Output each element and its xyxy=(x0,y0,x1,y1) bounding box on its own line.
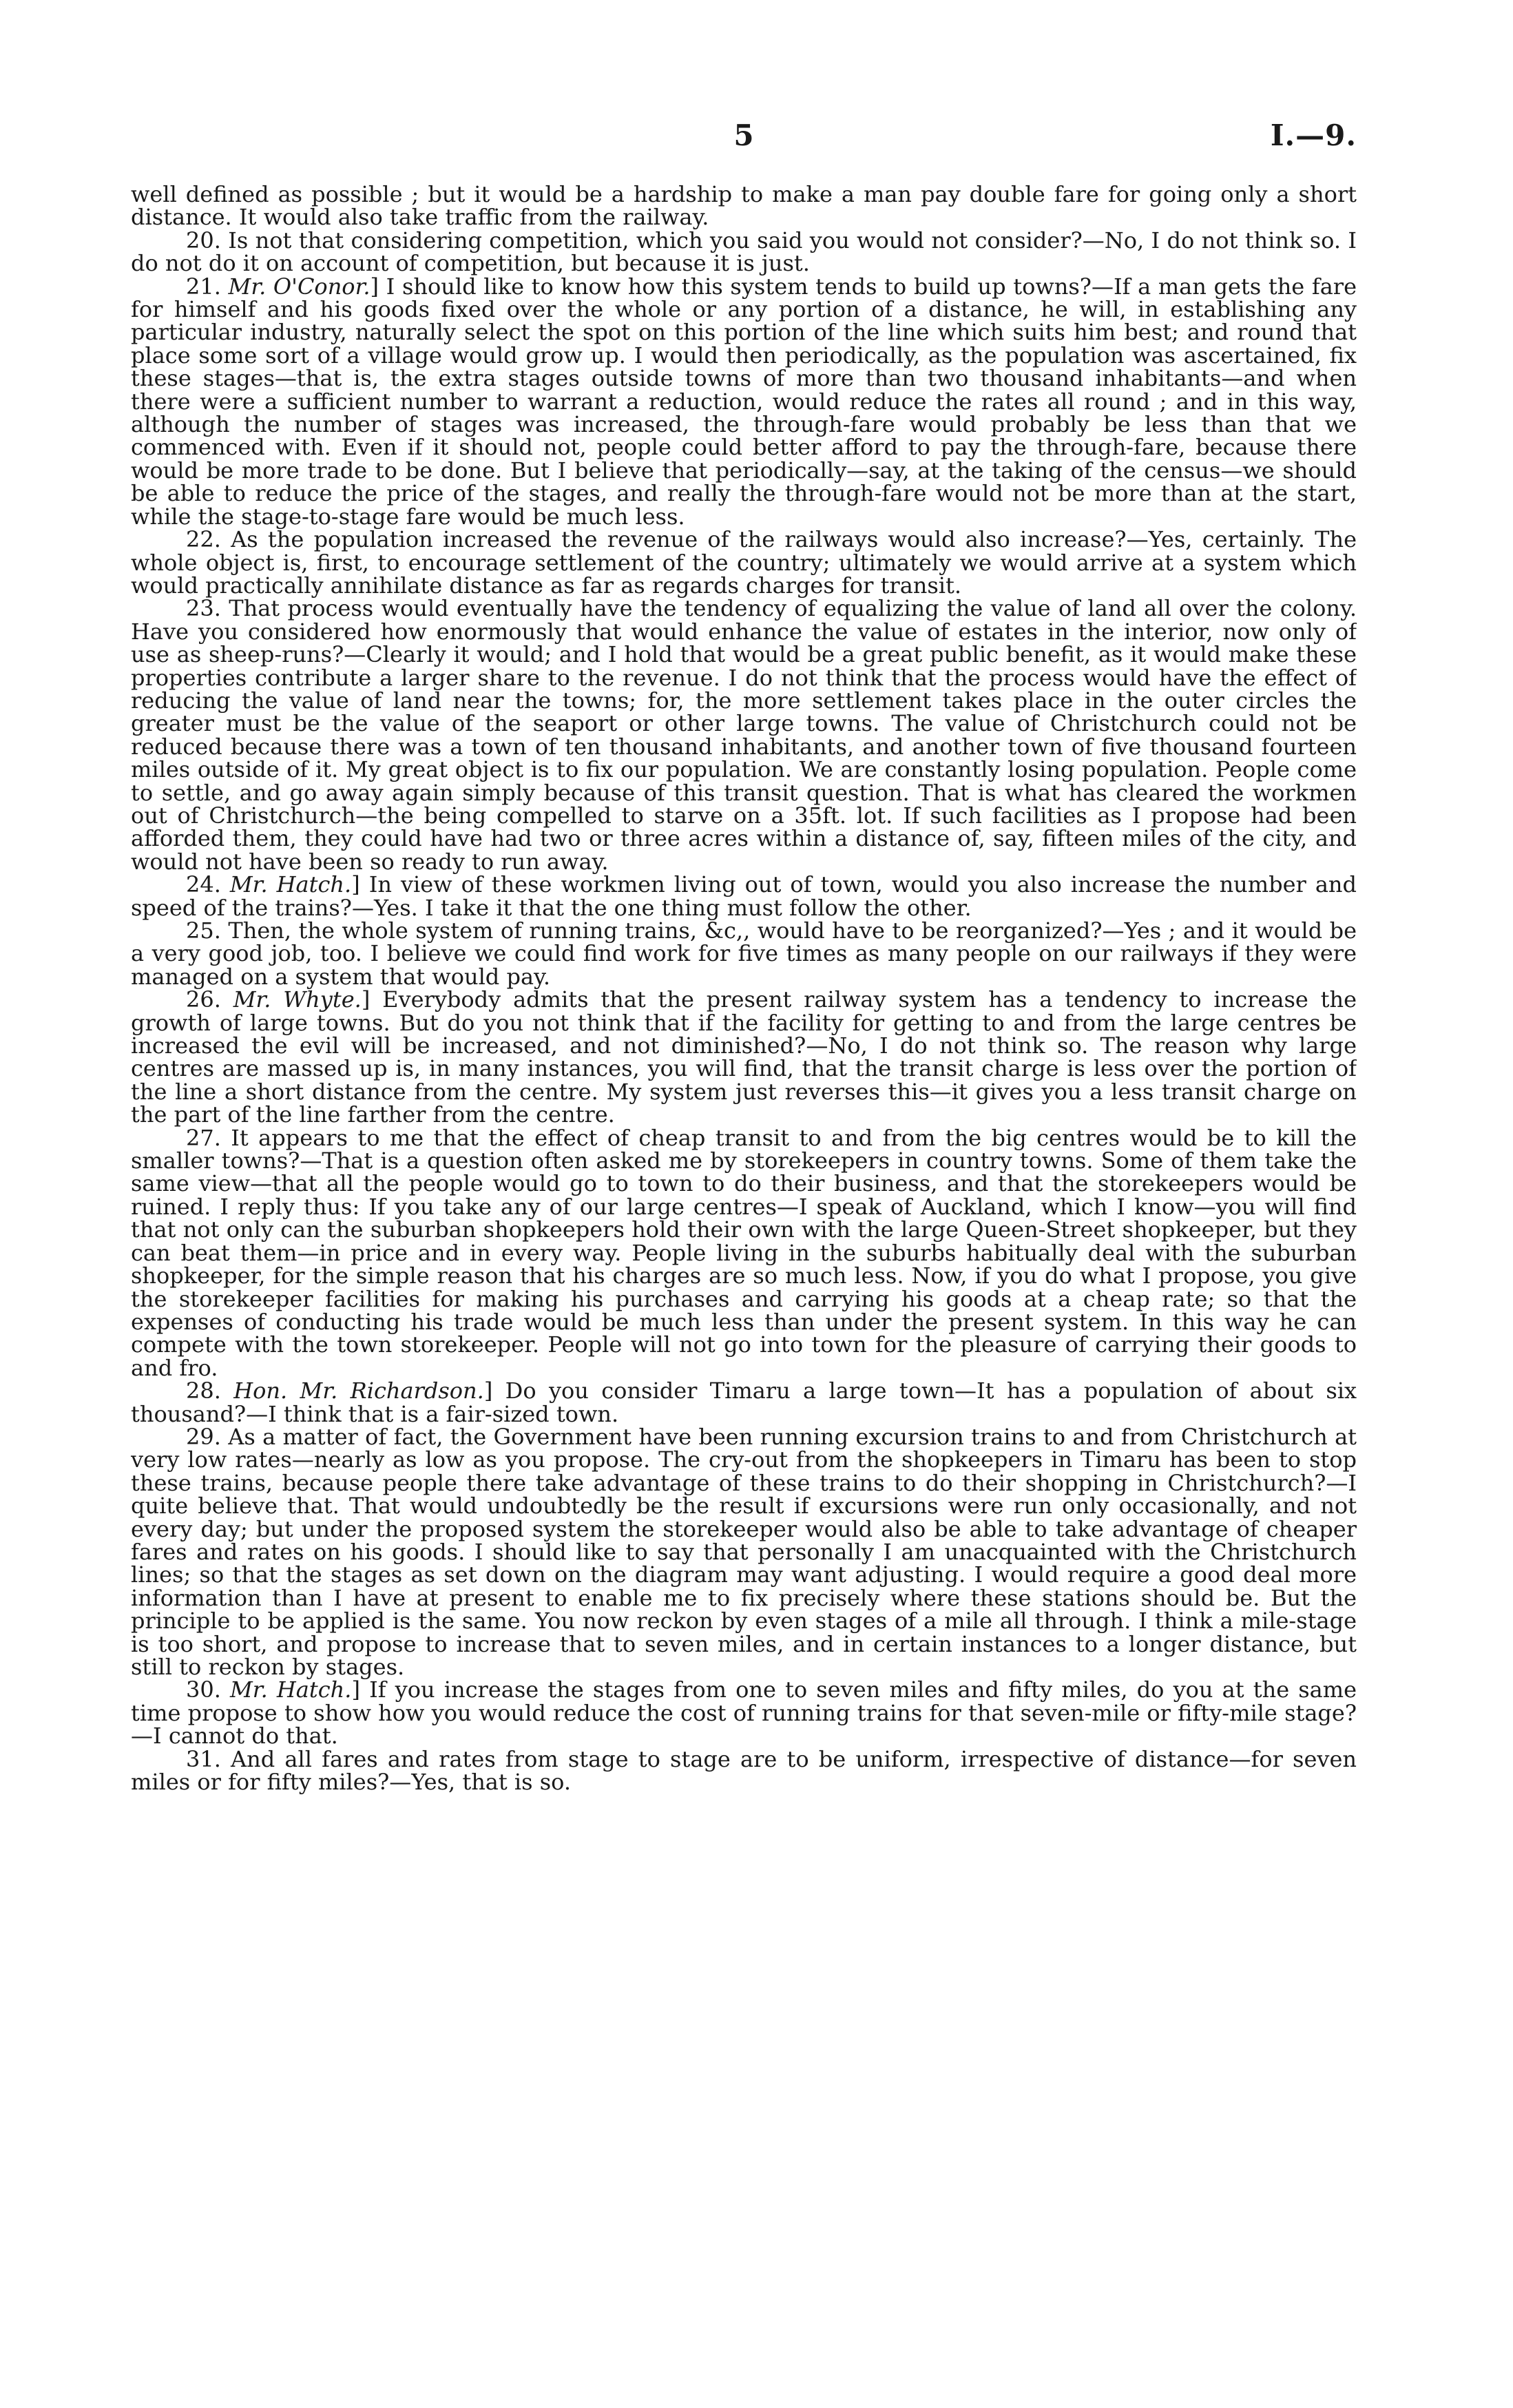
page-number: 5 xyxy=(733,118,754,152)
question-24: 24. Mr. Hatch.] In view of these workmen living out of town, would you also increase the number and speed of the trains?—Yes. I take it that the one thing must follow the other. xyxy=(131,871,1357,921)
question-number: 21. xyxy=(186,273,221,300)
document-reference: I.—9. xyxy=(1270,118,1357,152)
question-number: 24. xyxy=(186,871,221,898)
paragraph-text: It appears to me that the effect of cheap transit to and from the big centres would be to kill the smaller towns?—That is a question often asked me by storekeepers in country towns. Some of them take the same view—that all the people would go to town to do their business, and that the storekeepers would be ruined. I reply thus: If you take any of our large centres—I speak of Auckland, which I know—you will find that not only can the suburban shopkeepers hold their own with the large Queen-Street shopkeeper, but they can beat them—in price and in every way. People living in the suburbs habitually deal with the suburban shopkeeper, for the simple reason that his charges are so much less. Now, if you do what I propose, you give the storekeeper facilities for making his purchases and carrying his goods at a cheap rate; so that the expenses of conducting his trade would be much less than under the present system. In this way he can compete with the town storekeeper. People will not go into town for the pleasure of carrying their goods to and fro. xyxy=(131,1124,1357,1381)
question-30: 30. Mr. Hatch.] If you increase the stages from one to seven miles and fifty miles, do you at the same time propose to show how you would reduce the cost of running trains for that seven-mile or fifty-mile stage?—I cannot do that. xyxy=(131,1677,1357,1750)
question-number: 29. xyxy=(186,1423,221,1450)
question-number: 22. xyxy=(186,526,221,553)
question-27 xyxy=(131,1124,1357,1381)
paragraph-text: In view of these workmen living out of town, would you also increase the number and speed of the trains?—Yes. I take it that the one thing must follow the other. xyxy=(131,871,1357,921)
paragraph-text: Is not that considering competition, which you said you would not consider?—No, I do not think so. I do not do it on account of competition, but because it is just. xyxy=(131,227,1357,277)
question-31 xyxy=(131,1745,1357,1796)
speaker-name: Mr. Whyte. xyxy=(233,986,362,1013)
question-22 xyxy=(131,528,1357,597)
speaker-name: Hon. Mr. Richardson. xyxy=(233,1378,484,1404)
paragraph-text: That process would eventually have the tendency of equalizing the value of land all over the colony. Have you considered how enormously that would enhance the value of estates in the interior, now only of use as sheep-runs?—Clearly it would; and I hold that would be a great public benefit, as it would make these properties contribute a larger share to the revenue. I do not think that the process would have the effect of reducing the value of land near the towns; for, the more settlement takes place in the outer circles the greater must be the value of the seaport or other large towns. The value of Christchurch could not be reduced because there was a town of ten thousand inhabitants, and another town of five thousand fourteen miles outside of it. My great object is to fix our population. We are constantly losing population. People come to settle, and go away again simply because of this transit question. That is what has cleared the workmen out of Christchurch—the being compelled to starve on a 35ft. lot. If such facilities as I propose had been afforded them, they could have had two or three acres within a distance of, say, fifteen miles of the city, and would not have been so ready to run away. xyxy=(131,595,1357,875)
document-page xyxy=(131,118,1357,2371)
question-20 xyxy=(131,229,1357,276)
question-25 xyxy=(131,917,1357,990)
page-header xyxy=(131,118,1357,167)
paragraph-text: Everybody admits that the present railway system has a tendency to increase the growth of large towns. But do you not think that if the facility for getting to and from the large centres be increased the evil will be increased, and not diminished?—No, I do not think so. The reason why large centres are massed up is, in many instances, you will find, that the transit charge is less over the portion of the line a short distance from the centre. My system just reverses this—it gives you a less transit charge on the part of the line farther from the centre. xyxy=(131,986,1357,1128)
question-number: 23. xyxy=(186,595,221,622)
question-number: 31. xyxy=(186,1745,221,1772)
question-number: 26. xyxy=(186,986,221,1013)
question-23 xyxy=(131,597,1357,873)
question-21: 21. Mr. O'Conor.] I should like to know how this system tends to build up towns?—If a man gets the fare for himself and his goods fixed over the whole or any portion of a distance, he will, in establishing any particular industry, naturally select the spot on this portion of the line which suits him best; and round that place some sort of a village would grow up. I would then periodically, as the population was ascertained, fix these stages—that is, the extra stages outside towns of more than two thousand inhabitants—and when there were a sufficient number to warrant a reduction, would reduce the rates all round ; and in this way, although the number of stages was increased, the through-fare would probably be less than that we commenced with. Even if it should not, people could better afford to pay the through-fare, because there would be more trade to be done. But I believe that periodically—say, at the taking of the census—we should be able to reduce the price of the stages, and really the through-fare would not be more than at the start, while the stage-to-stage fare would be much less. xyxy=(131,273,1357,530)
paragraph-text: Then, the whole system of running trains, &c,, would have to be reorganized?—Yes ; and it would be a very good job, too. I believe we could find work for five times as many people on our railways if they were managed on a system that would pay. xyxy=(131,917,1357,990)
question-29 xyxy=(131,1423,1357,1680)
question-number: 28. xyxy=(186,1378,221,1404)
paragraph-text: Do you consider Timaru a large town—It has a population of about six thousand?—I think that is a fair-sized town. xyxy=(131,1378,1357,1427)
paragraph-text: As a matter of fact, the Government have been running excursion trains to and from Christchurch at very low rates—nearly as low as you propose. The cry-out from the shopkeepers in Timaru has been to stop these trains, because people there take advantage of these trains to do their shopping in Christchurch?—I quite believe that. That would undoubtedly be the result if excursions were run only occasionally, and not every day; but under the proposed system the storekeeper would also be able to take advantage of cheaper fares and rates on his goods. I should like to say that personally I am unacquainted with the Christchurch lines; so that the stages as set down on the diagram may want adjusting. I would require a good deal more information than I have at present to enable me to fix precisely where these stations should be. But the principle to be applied is the same. You now reckon by even stages of a mile all through. I think a mile-stage is too short, and propose to increase that to seven miles, and in certain instances to a longer distance, but still to reckon by stages. xyxy=(131,1423,1357,1680)
paragraph-text: well defined as possible ; but it would be a hardship to make a man pay double fare for going only a short distance. It would also take traffic from the railway. xyxy=(131,181,1357,231)
speaker-name: Mr. Hatch. xyxy=(229,871,352,898)
question-number: 27. xyxy=(186,1124,221,1151)
page-body xyxy=(131,183,1357,1794)
paragraph-continued xyxy=(131,183,1357,229)
question-number: 30. xyxy=(186,1677,221,1703)
speaker-name: Mr. Hatch. xyxy=(230,1677,352,1703)
question-26: 26. Mr. Whyte.] Everybody admits that the present railway system has a tendency to increase the growth of large towns. But do you not think that if the facility for getting to and from the large centres be increased the evil will be increased, and not diminished?—No, I do not think so. The reason why large centres are massed up is, in many instances, you will find, that the transit charge is less over the portion of the line a short distance from the centre. My system just reverses this—it gives you a less transit charge on the part of the line farther from the centre. xyxy=(131,986,1357,1128)
paragraph-text: If you increase the stages from one to seven miles and fifty miles, do you at the same time propose to show how you would reduce the cost of running trains for that seven-mile or fifty-mile stage?—I cannot do that. xyxy=(131,1677,1357,1750)
paragraph-text: I should like to know how this system tends to build up towns?—If a man gets the fare for himself and his goods fixed over the whole or any portion of a distance, he will, in establishing any particular industry, naturally select the spot on this portion of the line which suits him best; and round that place some sort of a village would grow up. I would then periodically, as the population was ascertained, fix these stages—that is, the extra stages outside towns of more than two thousand inhabitants—and when there were a sufficient number to warrant a reduction, would reduce the rates all round ; and in this way, although the number of stages was increased, the through-fare would probably be less than that we commenced with. Even if it should not, people could better afford to pay the through-fare, because there would be more trade to be done. But I believe that periodically—say, at the taking of the census—we should be able to reduce the price of the stages, and really the through-fare would not be more than at the start, while the stage-to-stage fare would be much less. xyxy=(131,273,1357,530)
paragraph-text: As the population increased the revenue of the railways would also increase?—Yes, certainly. The whole object is, first, to encourage settlement of the country; ultimately we would arrive at a system which would practically annihilate distance as far as regards charges for transit. xyxy=(131,526,1357,599)
question-number: 25. xyxy=(186,917,221,944)
paragraph-text: And all fares and rates from stage to stage are to be uniform, irrespective of distance—for seven miles or for fifty miles?—Yes, that is so. xyxy=(131,1745,1357,1796)
question-28: 28. Hon. Mr. Richardson.] Do you consider Timaru a large town—It has a population of about six thousand?—I think that is a fair-sized town. xyxy=(131,1378,1357,1427)
speaker-name: Mr. O'Conor. xyxy=(228,273,371,300)
question-number: 20. xyxy=(186,227,221,253)
